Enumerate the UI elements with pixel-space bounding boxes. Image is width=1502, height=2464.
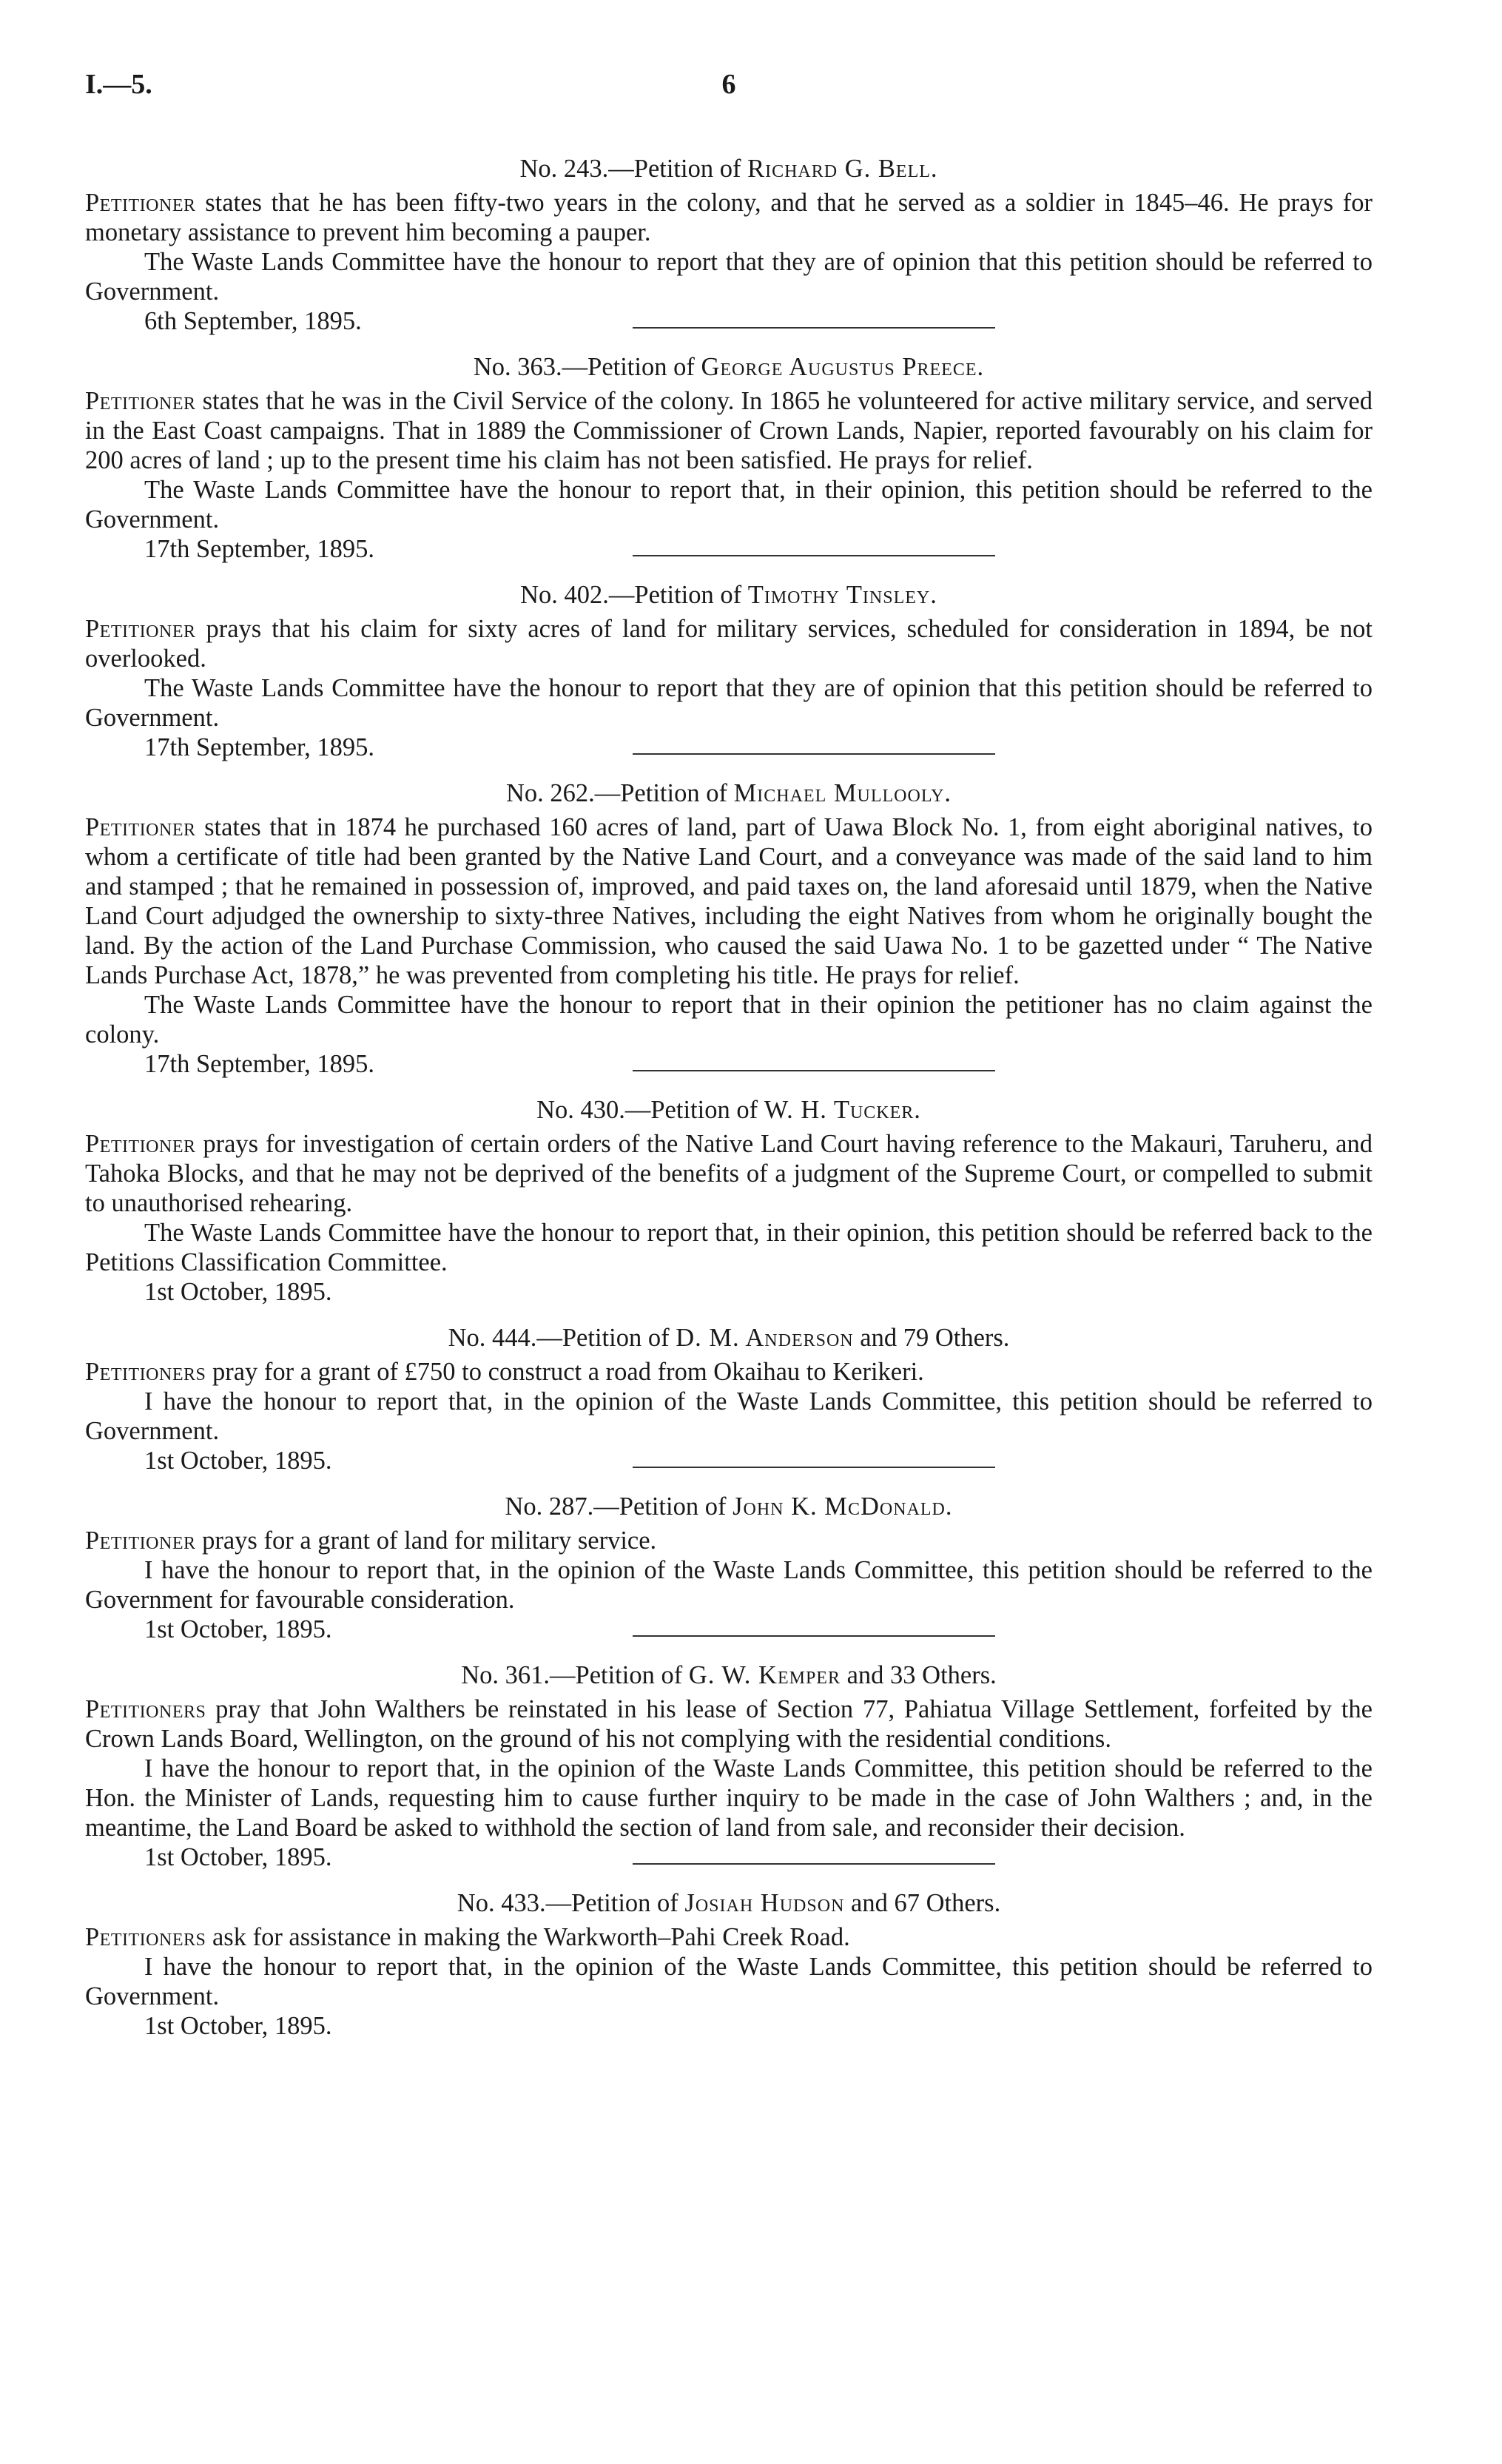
petition-lead: Petitioner xyxy=(85,1130,196,1158)
petition-body: states that he was in the Civil Service of the colony. In 1865 he volunteered for active military service, and served in the East Coast campaigns. That in 1889 the Commissioner of Crown Lands, Napier, reported favourably on his claim for 200 acres of land ; up to the present time his claim has not been satisfied. He prays for relief. xyxy=(85,387,1373,474)
petition-title xyxy=(85,1660,1373,1690)
petitioner-name: G. W. Kemper xyxy=(688,1661,841,1689)
section-divider xyxy=(633,753,995,755)
report-date: 6th September, 1895. xyxy=(144,307,362,335)
committee-report: I have the honour to report that, in the opinion of the Waste Lands Committee, this petition should be referred to the Government for favourable consideration. xyxy=(85,1556,1373,1614)
committee-report: The Waste Lands Committee have the honour to report that, in their opinion, this petition should be referred back to the Petitions Classification Committee. xyxy=(85,1219,1373,1276)
report-date-row xyxy=(85,2011,1373,2041)
report-date: 17th September, 1895. xyxy=(144,733,374,761)
petition-title xyxy=(85,1095,1373,1125)
petition-statement xyxy=(85,188,1373,247)
petition-body: pray for a grant of £750 to construct a road from Okaihau to Kerikeri. xyxy=(206,1358,924,1386)
committee-report: I have the honour to report that, in the opinion of the Waste Lands Committee, this petition should be referred to Government. xyxy=(85,1953,1373,2010)
petition-statement xyxy=(85,1526,1373,1555)
petition-title xyxy=(85,1323,1373,1353)
section-divider xyxy=(633,1635,995,1637)
page-number: 6 xyxy=(721,69,736,100)
petition-statement xyxy=(85,1922,1373,1952)
petition-number: No. 361.—Petition of xyxy=(461,1661,683,1689)
report-date: 1st October, 1895. xyxy=(144,1843,332,1871)
section-divider xyxy=(633,327,995,329)
petition-body: states that he has been fifty-two years in the colony, and that he served as a soldier in 1845–46. He prays for monetary assistance to prevent him becoming a pauper. xyxy=(85,189,1373,246)
petition-number: No. 444.—Petition of xyxy=(448,1324,670,1352)
document-reference: I.—5. xyxy=(85,69,152,100)
petition-title-trail: and 79 Others. xyxy=(853,1324,1010,1352)
section-divider xyxy=(633,1467,995,1468)
petition-entry xyxy=(85,580,1373,762)
petition-entry xyxy=(85,1888,1373,2041)
report-date-row xyxy=(85,306,1373,336)
petitioner-name: Josiah Hudson xyxy=(684,1889,845,1917)
committee-report: The Waste Lands Committee have the honour to report that, in their opinion, this petition should be referred to the Government. xyxy=(85,476,1373,533)
report-date: 1st October, 1895. xyxy=(144,1447,332,1475)
petition-statement xyxy=(85,812,1373,990)
petition-statement xyxy=(85,614,1373,673)
petition-number: No. 243.—Petition of xyxy=(519,155,741,183)
petition-entry xyxy=(85,1323,1373,1475)
petition-lead: Petitioners xyxy=(85,1358,206,1386)
report-date-row xyxy=(85,1446,1373,1475)
petition-body: prays for a grant of land for military service. xyxy=(195,1526,657,1555)
petition-number: No. 287.—Petition of xyxy=(505,1492,727,1521)
petition-entry xyxy=(85,154,1373,336)
petition-entry xyxy=(85,778,1373,1079)
petition-entry xyxy=(85,1660,1373,1872)
report-date-row xyxy=(85,1615,1373,1644)
report-date-row xyxy=(85,1842,1373,1872)
petition-number: No. 430.—Petition of xyxy=(536,1096,758,1124)
petitions-list xyxy=(85,154,1373,2041)
section-divider xyxy=(633,1863,995,1865)
petition-lead: Petitioner xyxy=(85,1526,196,1555)
report-date-row xyxy=(85,733,1373,762)
petition-statement xyxy=(85,1694,1373,1754)
petition-title xyxy=(85,1492,1373,1521)
petition-title xyxy=(85,352,1373,382)
petition-title xyxy=(85,154,1373,184)
petitioner-name: Michael Mullooly. xyxy=(733,779,952,807)
petition-title xyxy=(85,1888,1373,1918)
report-date: 17th September, 1895. xyxy=(144,1050,374,1078)
committee-report: I have the honour to report that, in the opinion of the Waste Lands Committee, this petition should be referred to the Hon. the Minister of Lands, requesting him to cause further inquiry to be made in the case of John Walthers ; and, in the meantime, the Land Board be asked to withhold the section of land from sale, and reconsider their decision. xyxy=(85,1754,1373,1842)
report-date-row xyxy=(85,1049,1373,1079)
petition-number: No. 363.—Petition of xyxy=(473,353,695,381)
petition-title xyxy=(85,580,1373,610)
petition-number: No. 262.—Petition of xyxy=(505,779,727,807)
report-date: 17th September, 1895. xyxy=(144,535,374,563)
report-date-row xyxy=(85,1277,1373,1307)
report-date: 1st October, 1895. xyxy=(144,1278,332,1306)
petition-body: prays that his claim for sixty acres of land for military services, scheduled for consideration in 1894, be not overlooked. xyxy=(85,615,1373,673)
petition-title-trail: and 67 Others. xyxy=(844,1889,1001,1917)
petition-statement xyxy=(85,1129,1373,1218)
petition-lead: Petitioners xyxy=(85,1923,206,1951)
page-header xyxy=(85,68,1373,112)
petitioner-name: John K. McDonald. xyxy=(733,1492,953,1521)
petition-title-trail: and 33 Others. xyxy=(840,1661,997,1689)
petition-number: No. 433.—Petition of xyxy=(457,1889,678,1917)
petitioner-name: D. M. Anderson xyxy=(676,1324,854,1352)
petition-lead: Petitioner xyxy=(85,189,196,217)
petition-entry xyxy=(85,352,1373,564)
petitioner-name: W. H. Tucker. xyxy=(764,1096,921,1124)
report-date: 1st October, 1895. xyxy=(144,2012,332,2040)
petition-statement xyxy=(85,1357,1373,1387)
section-divider xyxy=(633,555,995,556)
petition-body: ask for assistance in making the Warkworth–Pahi Creek Road. xyxy=(206,1923,850,1951)
petition-body: prays for investigation of certain orders of the Native Land Court having reference to the Makauri, Taruheru, and Tahoka Blocks, and that he may not be deprived of the benefits of a judgment of the Supreme Court, or compelled to submit to unauthorised rehearing. xyxy=(85,1130,1373,1217)
petition-title xyxy=(85,778,1373,808)
petition-lead: Petitioners xyxy=(85,1695,206,1723)
petitioner-name: Richard G. Bell. xyxy=(747,155,938,183)
petition-body: pray that John Walthers be reinstated in his lease of Section 77, Pahiatua Village Settlement, forfeited by the Crown Lands Board, Wellington, on the ground of his not complying with the residential conditions. xyxy=(85,1695,1373,1753)
petitioner-name: Timothy Tinsley. xyxy=(747,581,937,609)
committee-report: I have the honour to report that, in the opinion of the Waste Lands Committee, this petition should be referred to Government. xyxy=(85,1387,1373,1445)
committee-report: The Waste Lands Committee have the honour to report that they are of opinion that this petition should be referred to Government. xyxy=(85,248,1373,306)
petition-body: states that in 1874 he purchased 160 acres of land, part of Uawa Block No. 1, from eight aboriginal natives, to whom a certificate of title had been granted by the Native Land Court, and a conveyance was made of the said land to him and stamped ; that he remained in possession of, improved, and paid taxes on, the land aforesaid until 1879, when the Native Land Court adjudged the ownership to sixty-three Natives, including the eight Natives from whom he originally bought the land. By the action of the Land Purchase Commission, who caused the said Uawa No. 1 to be gazetted under “ The Native Lands Purchase Act, 1878,” he was prevented from completing his title. He prays for relief. xyxy=(85,813,1373,989)
report-date-row xyxy=(85,534,1373,564)
report-date: 1st October, 1895. xyxy=(144,1615,332,1643)
petition-number: No. 402.—Petition of xyxy=(520,581,742,609)
petition-entry xyxy=(85,1492,1373,1644)
petition-lead: Petitioner xyxy=(85,813,196,841)
petitioner-name: George Augustus Preece. xyxy=(701,353,985,381)
petition-statement xyxy=(85,386,1373,475)
petition-lead: Petitioner xyxy=(85,387,196,415)
committee-report: The Waste Lands Committee have the honour to report that in their opinion the petitioner has no claim against the colony. xyxy=(85,991,1373,1048)
petition-entry xyxy=(85,1095,1373,1307)
committee-report: The Waste Lands Committee have the honour to report that they are of opinion that this petition should be referred to Government. xyxy=(85,674,1373,732)
section-divider xyxy=(633,1070,995,1071)
petition-lead: Petitioner xyxy=(85,615,196,643)
